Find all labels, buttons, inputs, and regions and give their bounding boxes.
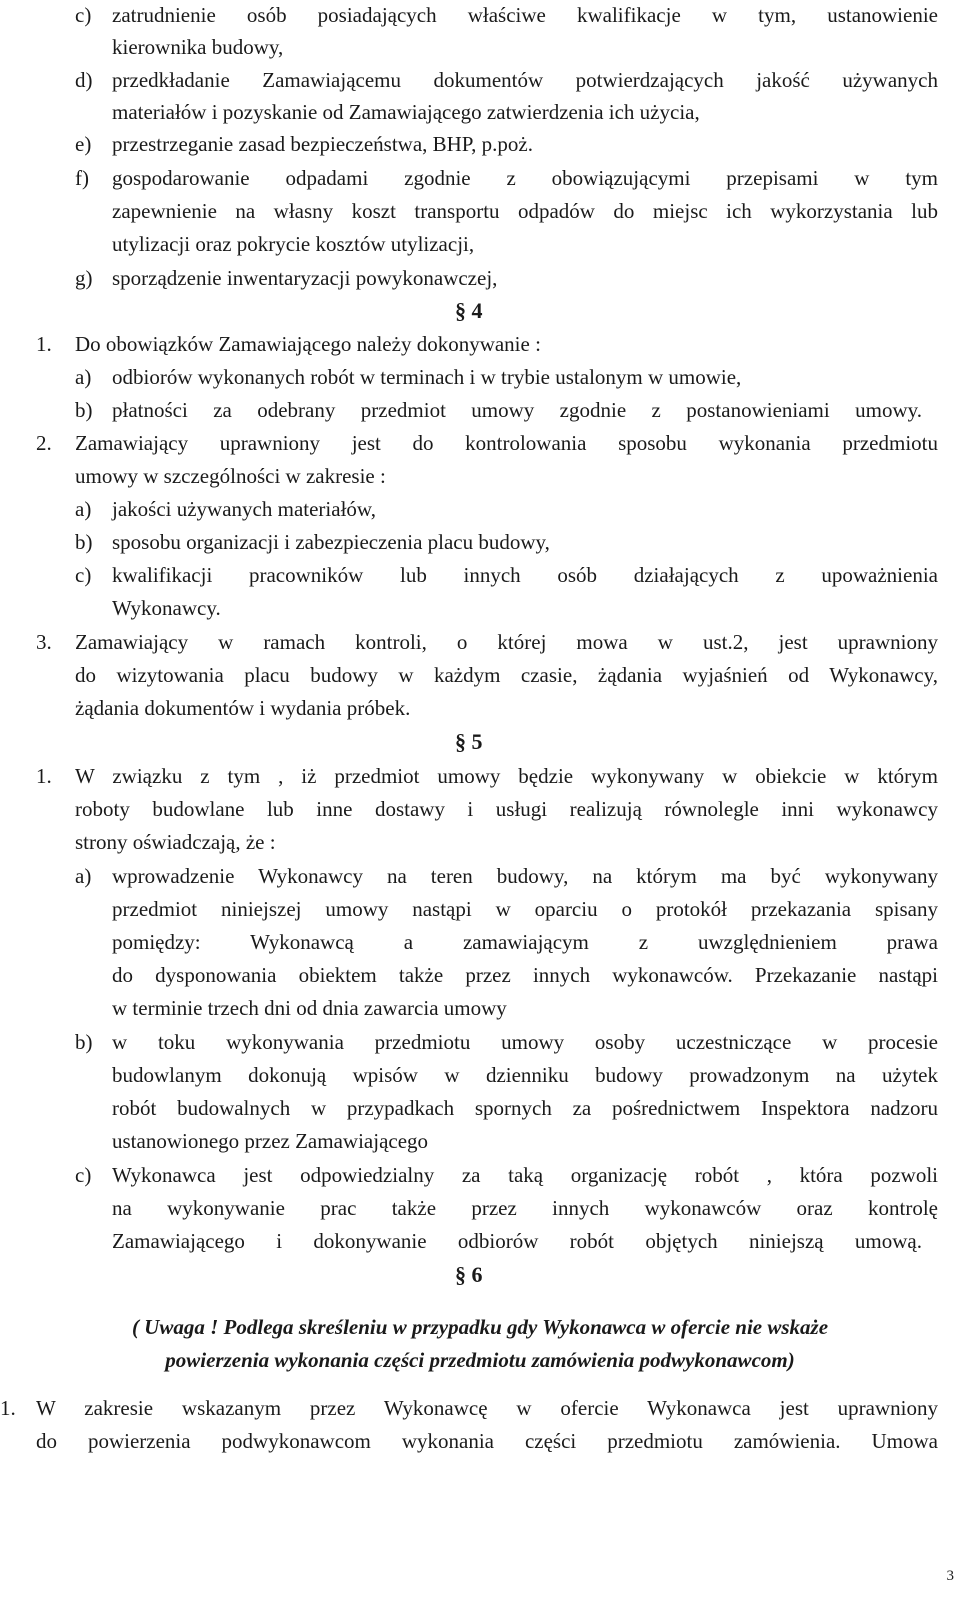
s4-p2-a-text: jakości używanych materiałów, (112, 497, 376, 521)
s5-p1-line-1: W związku z tym , iż przedmiot umowy będzie wykonywany w obiekcie w którym (75, 764, 938, 788)
s5-p1-line-3: strony oświadczają, że : (75, 830, 276, 854)
note-line-2: powierzenia wykonania części przedmiotu zamówienia podwykonawcom) (165, 1348, 795, 1372)
s5-p1-a-line-2: przedmiot niniejszej umowy nastąpi w oparciu o protokół przekazania spisany (112, 897, 938, 921)
s5-p1-a-label: a) (75, 864, 92, 888)
section-4-heading: § 4 (455, 298, 483, 323)
s5-p1-a-line-5: w terminie trzech dni od dnia zawarcia umowy (112, 996, 507, 1020)
s4-p1-a-label: a) (75, 365, 92, 389)
s4-p3-line-2: do wizytowania placu budowy w każdym czasie, żądania wyjaśnień od Wykonawcy, (75, 663, 938, 687)
item-d-line-2: materiałów i pozyskanie od Zamawiającego zatwierdzenia ich użycia, (112, 100, 700, 124)
item-e-line-1: przestrzeganie zasad bezpieczeństwa, BHP, p.poż. (112, 132, 533, 156)
s5-p1-b-line-4: ustanowionego przez Zamawiającego (112, 1129, 429, 1153)
item-c-label: c) (75, 3, 92, 27)
section-5-heading: § 5 (455, 729, 483, 754)
item-d-label: d) (75, 68, 93, 92)
s4-p2-line-1: Zamawiający uprawniony jest do kontrolowania sposobu wykonania przedmiotu (75, 431, 938, 455)
s4-p3-number: 3. (36, 630, 52, 654)
section-6-heading: § 6 (455, 1262, 483, 1287)
item-f-label: f) (75, 166, 89, 190)
item-f-line-1: gospodarowanie odpadami zgodnie z obowiązującymi przepisami w tym (112, 166, 938, 190)
s4-p2-b-label: b) (75, 530, 93, 554)
s4-p2-b-text: sposobu organizacji i zabezpieczenia placu budowy, (112, 530, 550, 554)
s4-p2-number: 2. (36, 431, 52, 455)
s5-p1-b-line-2: budowlanym dokonują wpisów w dzienniku budowy prowadzonym na użytek (112, 1063, 938, 1087)
s5-p1-c-label: c) (75, 1163, 92, 1187)
s4-p2-after-c: Wykonawcy. (112, 596, 221, 620)
item-d-line-1: przedkładanie Zamawiającemu dokumentów potwierdzających jakość używanych (112, 68, 938, 92)
s4-p1-number: 1. (36, 332, 52, 356)
s4-p1-b-label: b) (75, 398, 93, 422)
s4-p1-text: Do obowiązków Zamawiającego należy dokonywanie : (75, 332, 541, 356)
s4-p2-a-label: a) (75, 497, 92, 521)
s6-p1-line-2: do powierzenia podwykonawcom wykonania części przedmiotu zamówienia. Umowa (36, 1429, 938, 1453)
s4-p2-c-label: c) (75, 563, 92, 587)
s6-p1-number: 1. (0, 1396, 16, 1420)
s4-p3-line-1: Zamawiający w ramach kontroli, o której mowa w ust.2, jest uprawniony (75, 630, 938, 654)
item-g-label: g) (75, 266, 93, 290)
page-number: 3 (946, 1568, 954, 1584)
s4-p1-b-text: płatności za odebrany przedmiot umowy zgodnie z postanowieniami umowy. (112, 398, 922, 422)
s4-p1-a-text: odbiorów wykonanych robót w terminach i w trybie ustalonym w umowie, (112, 365, 742, 389)
s4-p3-line-3: żądania dokumentów i wydania próbek. (75, 696, 411, 720)
item-c-line-1: zatrudnienie osób posiadających właściwe kwalifikacje w tym, ustanowienie (112, 3, 938, 27)
s5-p1-c-line-3: Zamawiającego i dokonywanie odbiorów robót objętych niniejszą umową. (112, 1229, 922, 1253)
s5-p1-a-line-4: do dysponowania obiektem także przez innych wykonawców. Przekazanie nastąpi (112, 963, 938, 987)
s5-p1-line-2: roboty budowlane lub inne dostawy i usługi realizują równolegle inni wykonawcy (75, 797, 938, 821)
s5-p1-a-line-1: wprowadzenie Wykonawcy na teren budowy, na którym ma być wykonywany (112, 864, 938, 888)
s4-p2-c-line-1: kwalifikacji pracowników lub innych osób działających z upoważnienia (112, 563, 938, 587)
s5-p1-number: 1. (36, 764, 52, 788)
s4-p2-line-2: umowy w szczególności w zakresie : (75, 464, 386, 488)
s5-p1-b-label: b) (75, 1030, 93, 1054)
s5-p1-b-line-1: w toku wykonywania przedmiotu umowy osoby uczestniczące w procesie (112, 1030, 938, 1054)
item-f-line-3: utylizacji oraz pokrycie kosztów utylizacji, (112, 232, 475, 256)
item-e-label: e) (75, 132, 92, 156)
s6-p1-line-1: W zakresie wskazanym przez Wykonawcę w ofercie Wykonawca jest uprawniony (36, 1396, 938, 1420)
s5-p1-a-line-3: pomiędzy: Wykonawcą a zamawiającym z uwzględnieniem prawa (112, 930, 938, 954)
s5-p1-b-line-3: robót budowalnych w przypadkach spornych za pośrednictwem Inspektora nadzoru (112, 1096, 938, 1120)
item-c-line-2: kierownika budowy, (112, 35, 284, 59)
item-g-line-1: sporządzenie inwentaryzacji powykonawczej, (112, 266, 498, 290)
note-line-1: ( Uwaga ! Podlega skreśleniu w przypadku gdy Wykonawca w ofercie nie wskaże (131, 1315, 829, 1339)
s5-p1-c-line-1: Wykonawca jest odpowiedzialny za taką organizację robót , która pozwoli (112, 1163, 938, 1187)
item-f-line-2: zapewnienie na własny koszt transportu odpadów do miejsc ich wykorzystania lub (112, 199, 938, 223)
s5-p1-c-line-2: na wykonywanie prac także przez innych wykonawców oraz kontrolę (112, 1196, 938, 1220)
